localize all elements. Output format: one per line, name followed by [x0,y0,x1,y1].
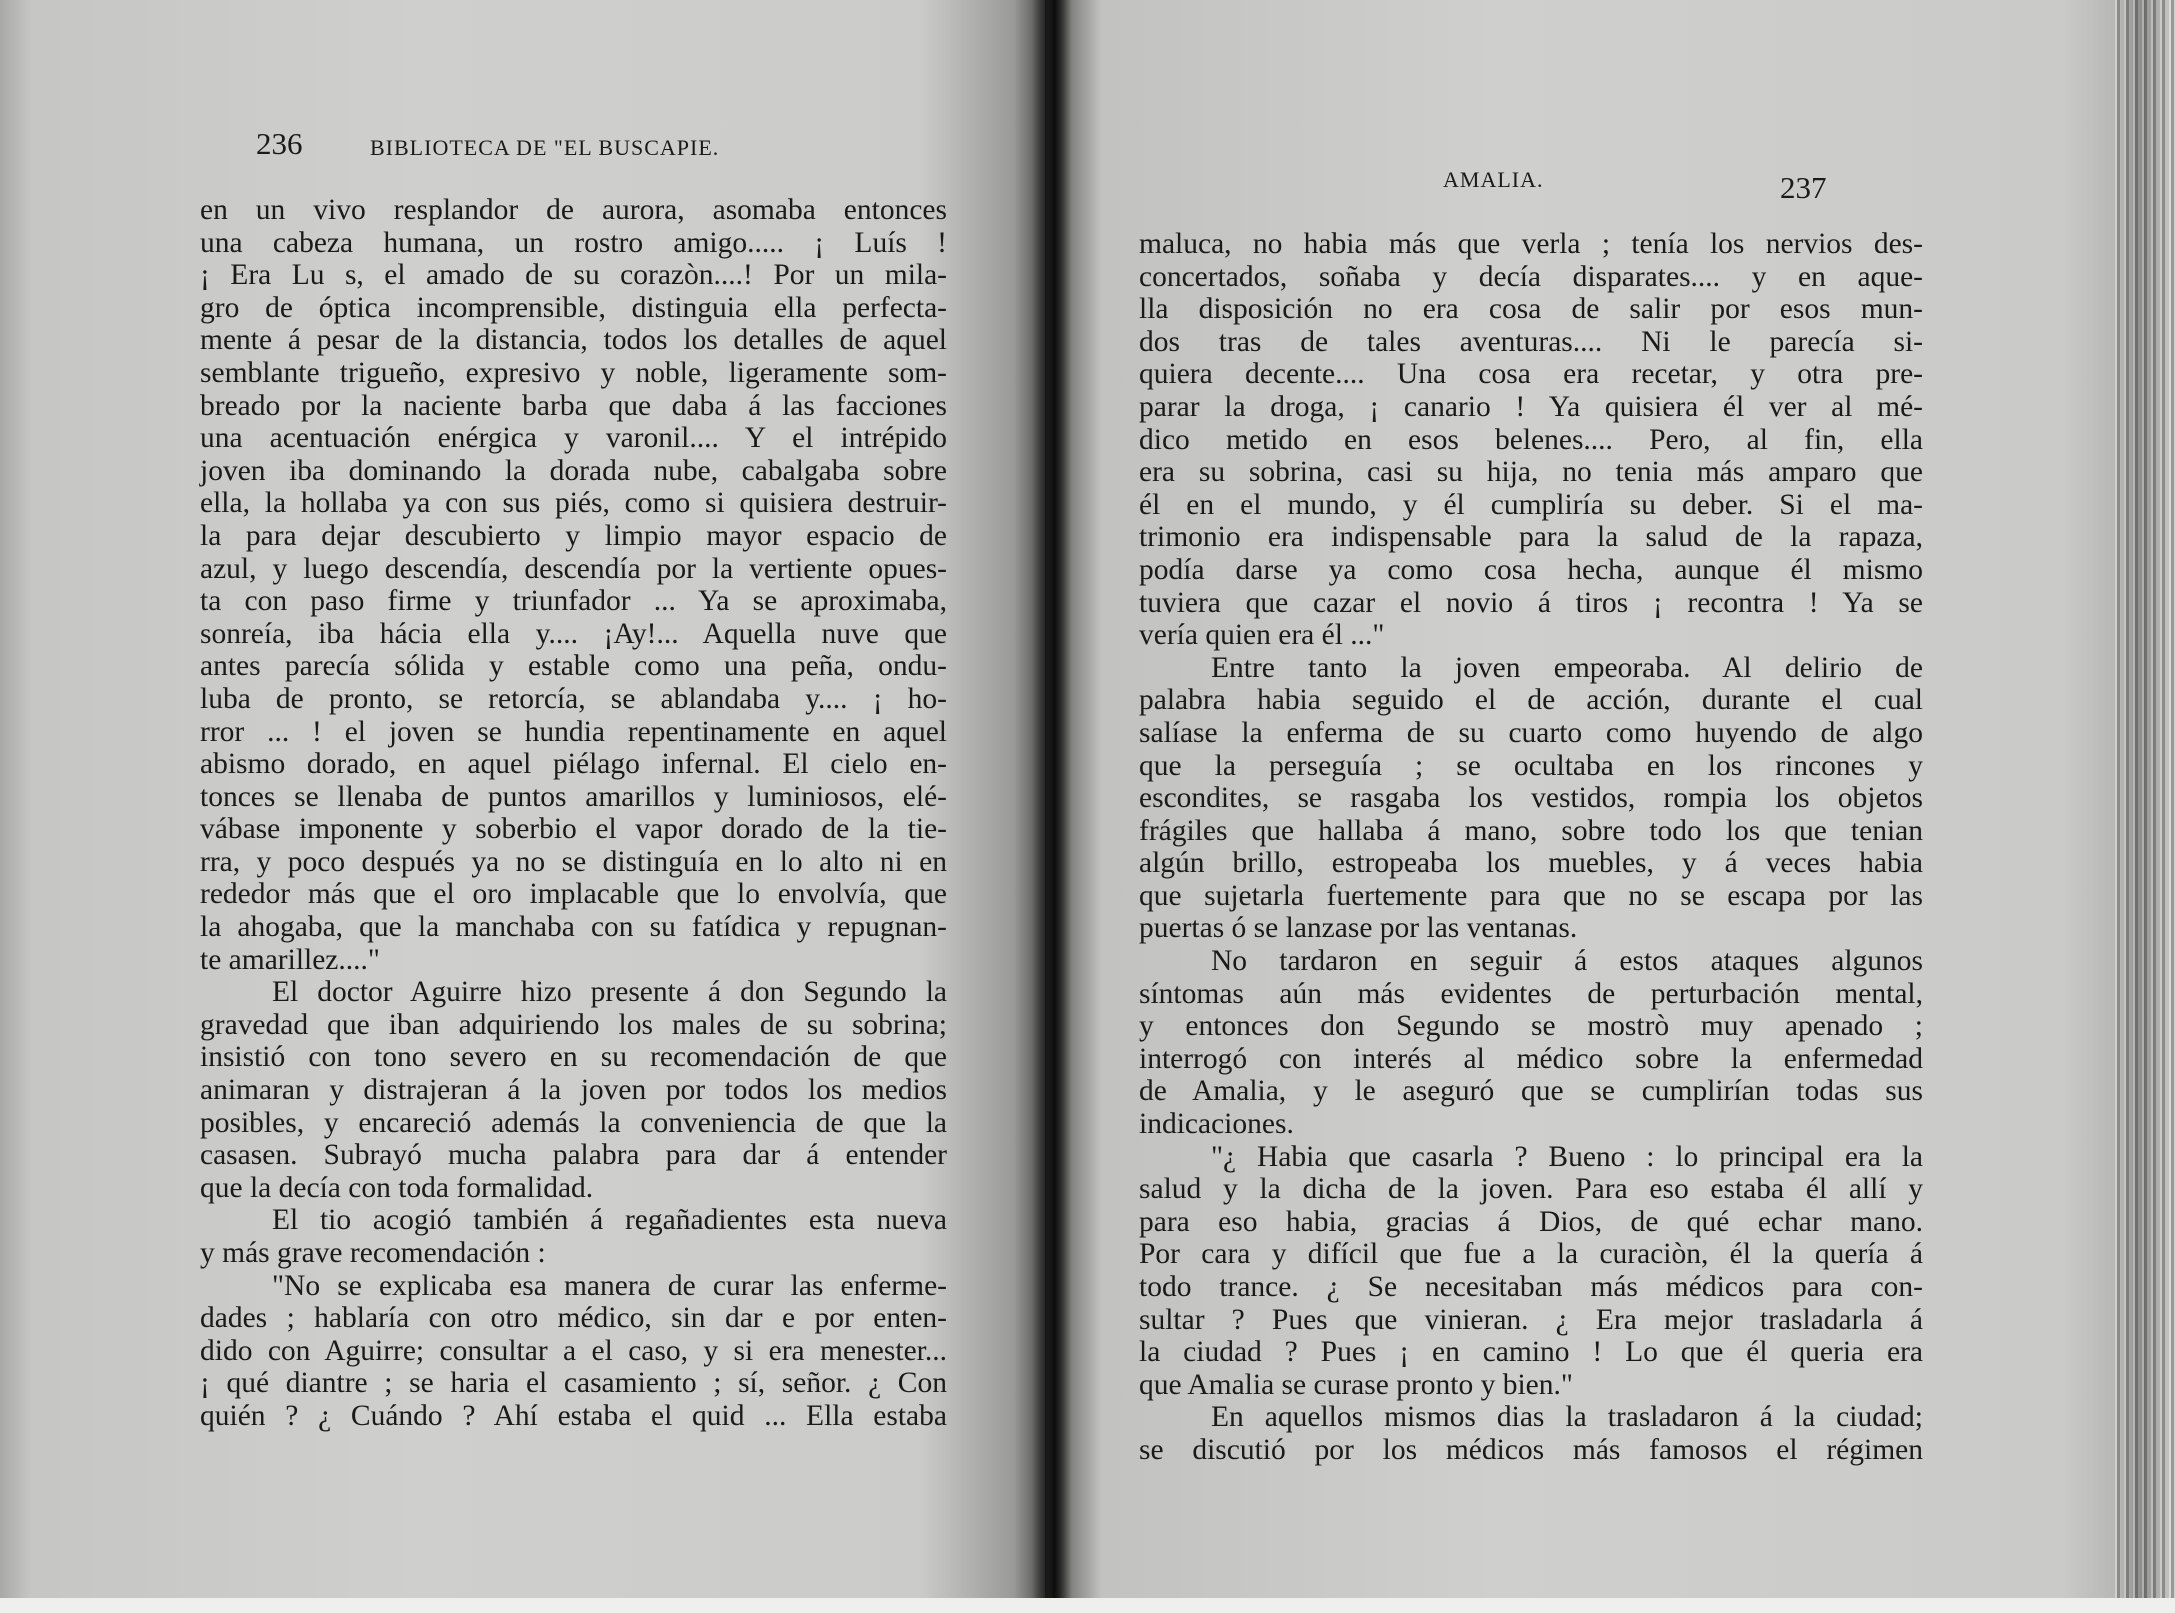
text-line: que sujetarla fuertemente para que no se escapa por las [1139,879,1923,912]
text-line: gro de óptica incomprensible, distinguia ella perfecta- [200,291,947,324]
text-line: mente á pesar de la distancia, todos los detalles de aquel [200,324,947,357]
text-line: frágiles que hallaba á mano, sobre todo los que tenian [1139,814,1923,847]
text-line: sonreía, iba hácia ella y.... ¡Ay!... Aquella nuve que [200,617,947,650]
text-line: que Amalia se curase pronto y bien." [1139,1368,1573,1401]
text-line: ¡ qué diantre ; se haria el casamiento ; sí, señor. ¿ Con [200,1367,947,1400]
text-line: todo trance. ¿ Se necesitaban más médicos para con- [1139,1271,1923,1303]
text-line: insistió con tono severo en su recomendación de que [200,1041,947,1074]
text-line: antes parecía sólida y estable como una peña, ondu- [200,650,947,683]
text-line: rededor más que el oro implacable que lo envolvía, que [200,878,947,911]
text-line: lla disposición no era cosa de salir por esos mun- [1139,293,1923,326]
text-line: y más grave recomendación : [200,1237,546,1269]
text-line: una acentuación enérgica y varonil.... Y el intrépido [200,422,947,455]
text-line: ella, la hollaba ya con sus piés, como si quisiera destruir- [200,487,947,520]
text-line: tuviera que cazar el novio á tiros ¡ recontra ! Ya se [1139,586,1923,619]
text-line: que la decía con toda formalidad. [200,1171,594,1204]
body-text [1139,228,1923,1467]
text-line: te amarillez...." [200,943,380,976]
text-line: indicaciones. [1139,1108,1294,1141]
text-line: dos tras de tales aventuras.... Ni le parecía si- [1139,325,1923,358]
text-line: posibles, y encareció además la conveniencia de que la [200,1106,947,1139]
text-line: para eso habia, gracias á Dios, de qué echar mano. [1139,1205,1923,1238]
text-line: No tardaron en seguir á estos ataques algunos [1211,945,1923,978]
text-line: que la perseguía ; se ocultaba en los rincones y [1139,749,1923,782]
scan-border [0,1598,2175,1613]
text-line: "No se explicaba esa manera de curar las enferme- [272,1269,947,1302]
text-line: gravedad que iban adquiriendo los males de su sobrina; [200,1008,947,1041]
text-line: luba de pronto, se retorcía, se ablandaba y.... ¡ ho- [200,682,947,715]
text-line: síntomas aún más evidentes de perturbación mental, [1139,977,1923,1010]
text-line: vábase imponente y soberbio el vapor dorado de la tie- [200,813,947,846]
text-line: salud y la dicha de la joven. Para eso estaba él allí y [1139,1173,1923,1206]
page-edges [2115,0,2175,1613]
text-line: casasen. Subrayó mucha palabra para dar á entender [200,1139,947,1172]
text-line: escondites, se rasgaba los vestidos, rompia los objetos [1139,782,1923,815]
text-line: en un vivo resplandor de aurora, asomaba entonces [200,194,947,226]
text-line: "¿ Habia que casarla ? Bueno : lo principal era la [1211,1140,1923,1173]
text-line: palabra habia seguido el de acción, durante el cual [1139,684,1923,717]
text-line: la ahogaba, que la manchaba con su fatídica y repugnan- [200,911,947,944]
text-line: vería quien era él ..." [1139,619,1385,652]
text-line: dico metido en esos belenes.... Pero, al fin, ella [1139,423,1923,456]
text-line: puertas ó se lanzase por las ventanas. [1139,912,1578,945]
running-head: AMALIA. [1443,167,1544,192]
right-page [1045,0,2175,1613]
text-line: Entre tanto la joven empeoraba. Al delirio de [1211,651,1923,684]
book-gutter [1032,0,1072,1613]
text-line: quiera decente.... Una cosa era recetar, y otra pre- [1139,358,1923,391]
text-line: podía darse ya como cosa hecha, aunque él mismo [1139,553,1923,586]
text-line: El doctor Aguirre hizo presente á don Segundo la [272,976,947,1009]
text-line: semblante trigueño, expresivo y noble, ligeramente som- [200,356,947,389]
text-line: maluca, no habia más que verla ; tenía los nervios des- [1139,228,1923,260]
text-line: dades ; hablaría con otro médico, sin dar e por enten- [200,1302,947,1335]
text-line: rror ... ! el joven se hundia repentinamente en aquel [200,715,947,748]
text-line: rra, y poco después ya no se distinguía en lo alto ni en [200,845,947,878]
text-line: de Amalia, y le aseguró que se cumplirían todas sus [1139,1075,1923,1108]
text-line: sultar ? Pues que vinieran. ¿ Era mejor trasladarla á [1139,1303,1923,1336]
text-line: trimonio era indispensable para la salud de la rapaza, [1139,521,1923,554]
text-line: y entonces don Segundo se mostrò muy apenado ; [1139,1010,1923,1043]
text-line: dido con Aguirre; consultar a el caso, y si era menester... [200,1334,947,1367]
text-line: abismo dorado, en aquel piélago infernal. El cielo en- [200,748,947,781]
text-line: joven iba dominando la dorada nube, cabalgaba sobre [200,454,947,487]
body-text [200,194,947,1433]
text-line: breado por la naciente barba que daba á las facciones [200,389,947,422]
text-line: salíase la enferma de su cuarto como huyendo de algo [1139,716,1923,749]
page-number: 236 [256,126,303,161]
text-line: la para dejar descubierto y limpio mayor espacio de [200,519,947,552]
text-line: se discutió por los médicos más famosos el régimen [1139,1433,1923,1466]
text-line: Por cara y difícil que fue a la curaciòn, él la quería á [1139,1238,1923,1271]
text-line: ta con paso firme y triunfador ... Ya se aproximaba, [200,585,947,618]
text-line: algún brillo, estropeaba los muebles, y á veces habia [1139,847,1923,880]
text-line: concertados, soñaba y decía disparates.... y en aque- [1139,260,1923,293]
page-number: 237 [1780,170,1827,205]
text-line: él en el mundo, y él cumpliría su deber. Si el ma- [1139,488,1923,521]
text-line: la ciudad ? Pues ¡ en camino ! Lo que él queria era [1139,1336,1923,1369]
text-line: azul, y luego descendía, descendía por la vertiente opues- [200,552,947,585]
text-line: En aquellos mismos dias la trasladaron á la ciudad; [1211,1401,1923,1434]
text-line: quién ? ¿ Cuándo ? Ahí estaba el quid ... Ella estaba [200,1399,947,1432]
left-page [0,0,1045,1613]
running-head: BIBLIOTECA DE "EL BUSCAPIE. [370,135,720,160]
text-line: una cabeza humana, un rostro amigo..... ¡ Luís ! [200,226,947,259]
text-line: tonces se llenaba de puntos amarillos y luminiosos, elé- [200,780,947,813]
text-line: parar la droga, ¡ canario ! Ya quisiera él ver al mé- [1139,390,1923,423]
text-line: ¡ Era Lu s, el amado de su corazòn....! Por un mila- [200,259,947,292]
text-line: El tio acogió también á regañadientes esta nueva [272,1204,947,1237]
text-line: interrogó con interés al médico sobre la enfermedad [1139,1042,1923,1075]
text-line: animaran y distrajeran á la joven por todos los medios [200,1074,947,1107]
text-line: era su sobrina, casi su hija, no tenia más amparo que [1139,456,1923,489]
